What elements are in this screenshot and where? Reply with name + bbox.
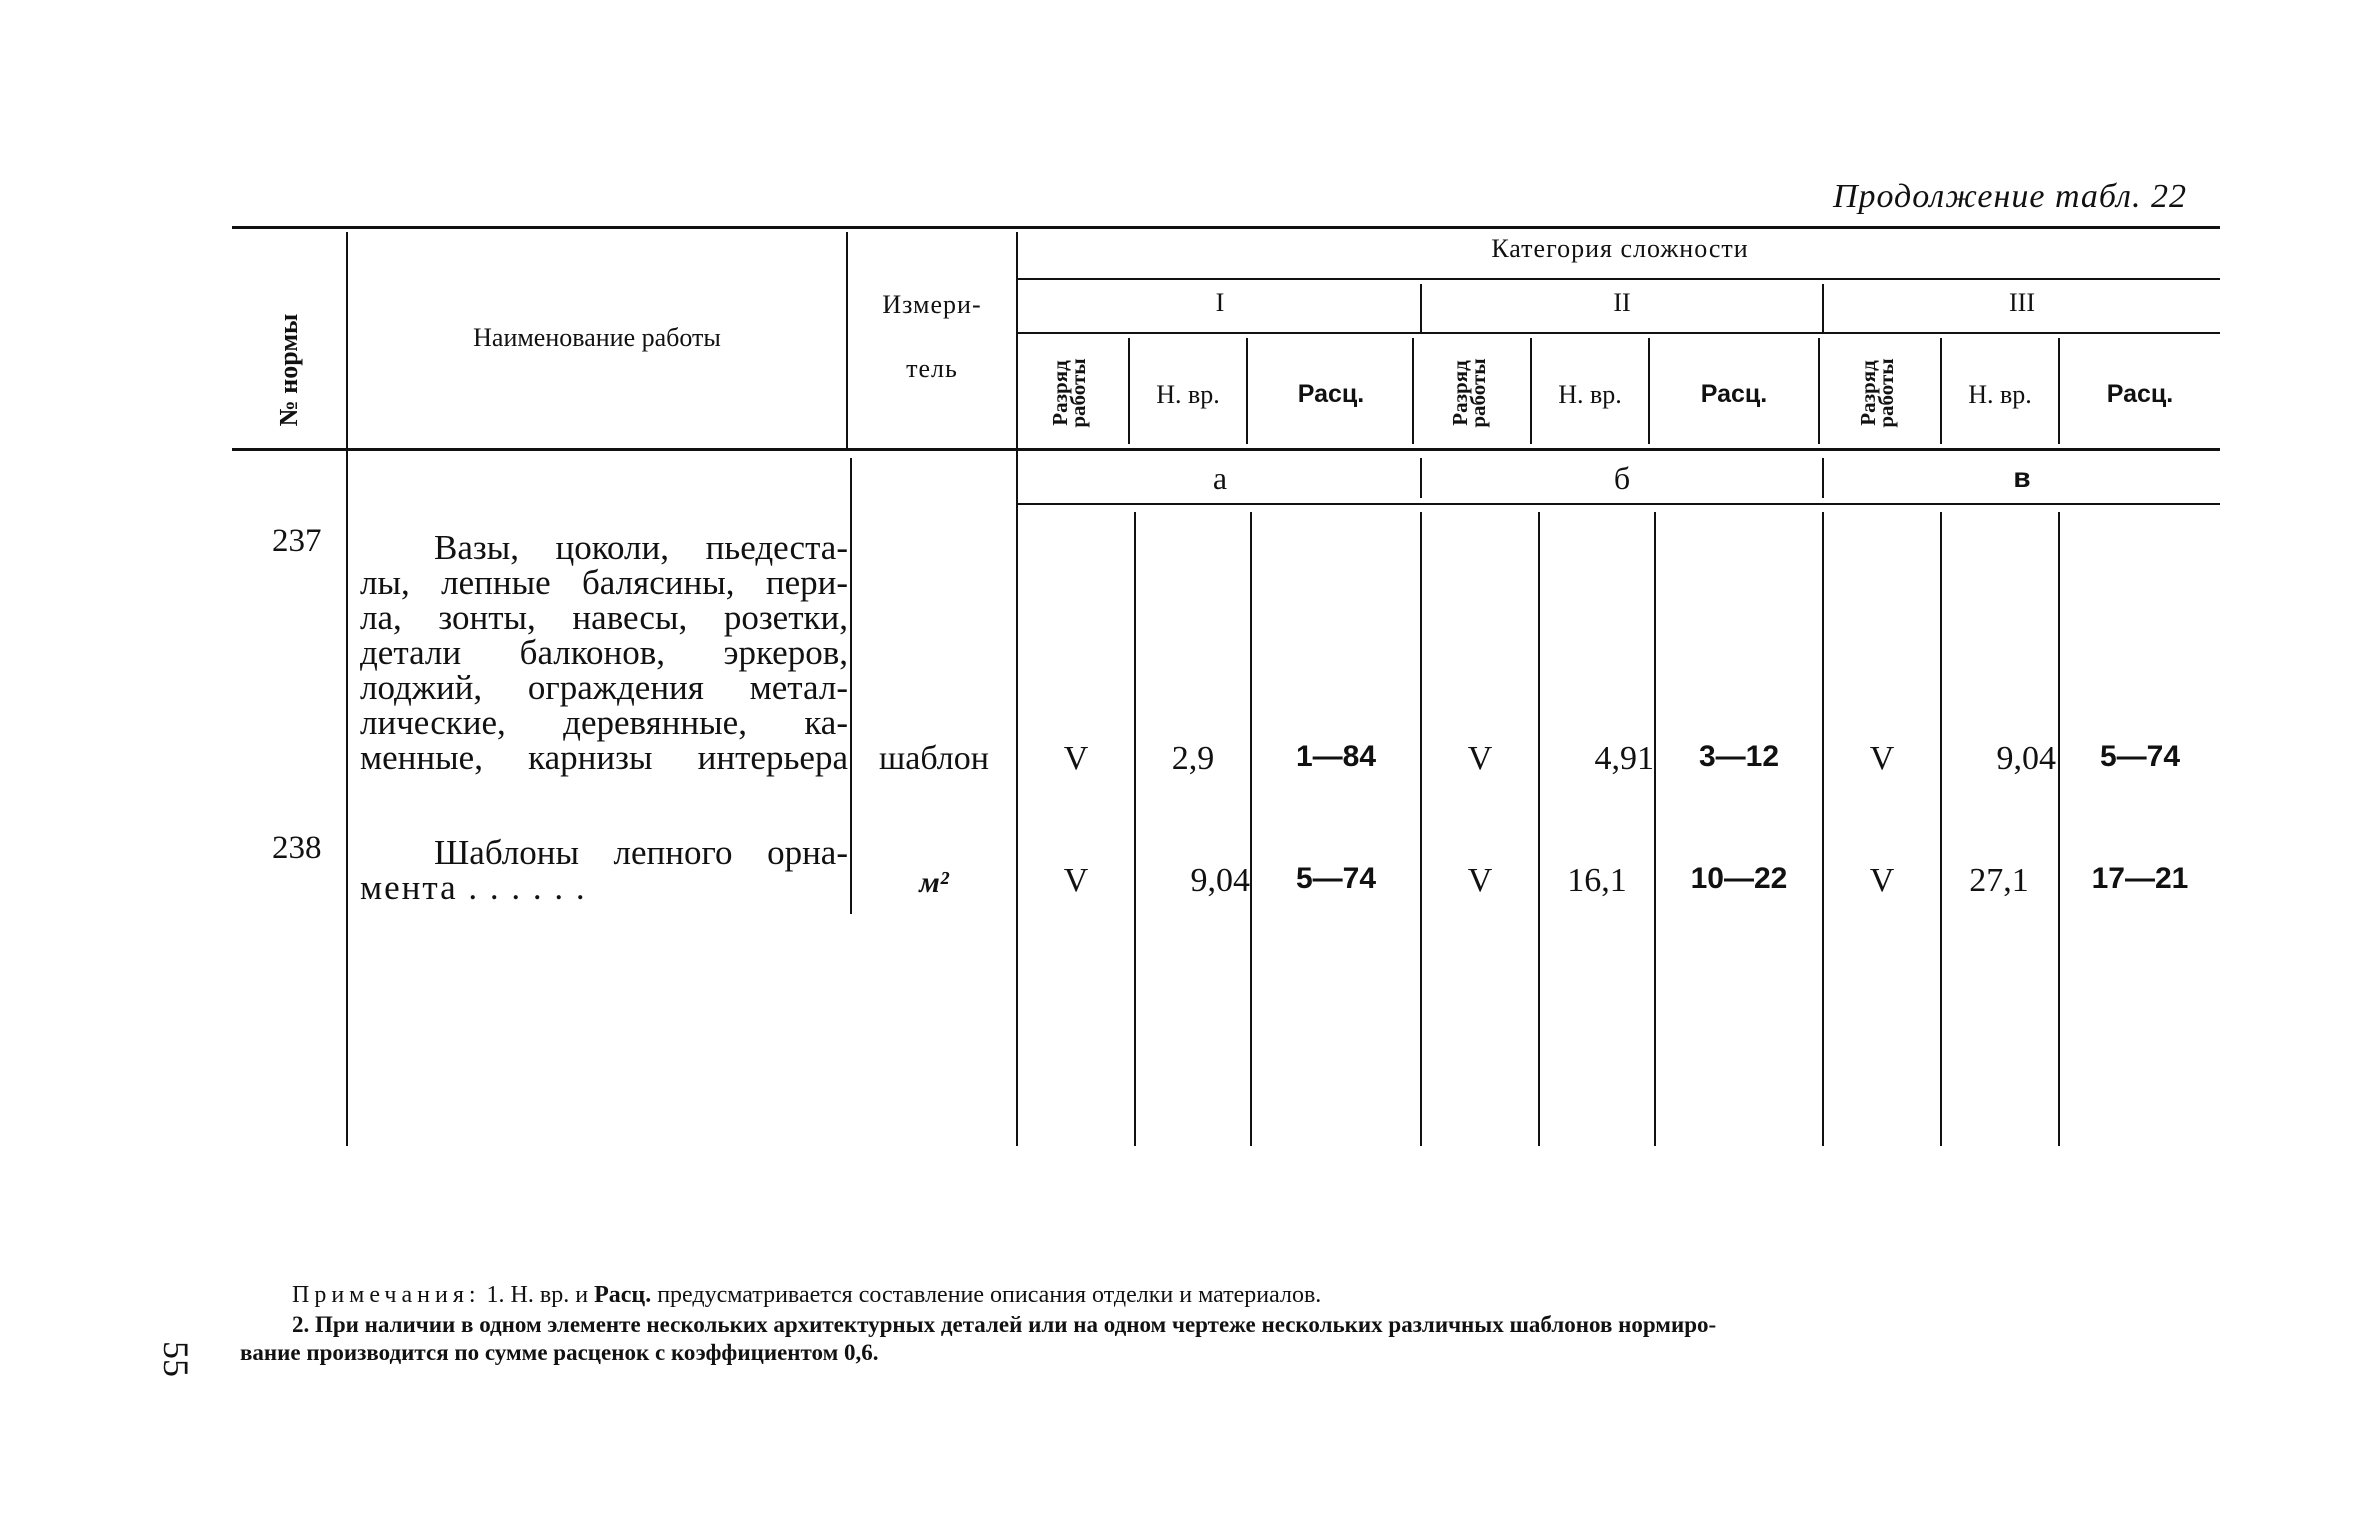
cell-237-I-grade: V [1063, 740, 1089, 777]
notes-bold: Расц. [594, 1282, 652, 1308]
notes-line-1 [292, 1282, 1321, 1309]
category-rule [1018, 278, 2220, 280]
cell-238-I-rasc: 5—74 [1295, 862, 1377, 895]
header-category: Категория сложности [1491, 234, 1749, 263]
notes-text-a: 1. Н. вр. и [480, 1282, 595, 1308]
header-III-rasc: Расц. [2106, 380, 2174, 408]
col-divider-unit [1016, 232, 1018, 1146]
col-divider-no [346, 232, 348, 1146]
column-letter-v: в [2013, 462, 2031, 493]
table-caption: Продолжение табл. 22 [1832, 178, 2187, 215]
header-II-rasc: Расц. [1700, 380, 1768, 408]
header-cat-II: II [1613, 288, 1631, 317]
header-II-grade: Разряд работы [1448, 358, 1490, 428]
cell-238-I-nvr: 9,04 [1190, 862, 1250, 899]
cell-237-I-nvr: 2,9 [1171, 740, 1215, 777]
header-bottom-rule [232, 448, 2220, 451]
body-div-I-1 [1134, 512, 1136, 1146]
body-div-II-0 [1420, 512, 1422, 1146]
cell-237-II-rasc: 3—12 [1698, 740, 1780, 773]
header-norm-no: № нормы [274, 313, 303, 427]
table-top-rule [232, 226, 2220, 229]
cell-237-II-nvr: 4,91 [1594, 740, 1654, 777]
col-divider-name [846, 232, 848, 448]
header-I-nvr: Н. вр. [1156, 380, 1220, 409]
header-work-name: Наименование работы [473, 323, 721, 352]
work-line: Вазы, цоколи, пьедеста- [434, 528, 848, 567]
work-name-238 [360, 835, 848, 905]
column-letter-a: а [1212, 460, 1228, 496]
page-number: 55 [156, 1341, 196, 1377]
header-I-rasc: Расц. [1297, 380, 1365, 408]
header-I-grade: Разряд работы [1048, 358, 1090, 428]
cell-238-III-nvr: 27,1 [1969, 862, 2029, 899]
notes-prefix: Примечания: [292, 1282, 481, 1308]
cell-237-III-grade: V [1869, 740, 1895, 777]
body-div-II-1 [1538, 512, 1540, 1146]
cell-238-III-rasc: 17—21 [2091, 862, 2189, 895]
subcategory-rule [1018, 332, 2220, 334]
work-line: Шаблоны лепного орна- [434, 833, 848, 872]
header-cat-III: III [2009, 288, 2035, 317]
header-II-nvr: Н. вр. [1558, 380, 1622, 409]
header-III-nvr: Н. вр. [1968, 380, 2032, 409]
work-line: менные, карнизы интерьера [360, 738, 848, 777]
cell-237-III-nvr: 9,04 [1996, 740, 2056, 777]
cell-237-I-rasc: 1—84 [1295, 740, 1377, 773]
cell-238-II-nvr: 16,1 [1567, 862, 1627, 899]
column-letter-b: б [1613, 460, 1631, 496]
body-div-II-2 [1654, 512, 1656, 1146]
work-line: лы, лепные балясины, пери- [360, 563, 848, 602]
unit-237: шаблон [879, 740, 989, 777]
work-line: лоджий, ограждения метал- [360, 668, 848, 707]
body-div-III-1 [1940, 512, 1942, 1146]
header-III-grade: Разряд работы [1856, 358, 1898, 428]
cell-237-II-grade: V [1467, 740, 1493, 777]
cell-237-III-rasc: 5—74 [2099, 740, 2181, 773]
hdr-div-III-0 [1818, 338, 1820, 444]
notes-line-3: вание производится по сумме расценок с коэффициентом 0,6. [240, 1340, 879, 1365]
header-cat-I: I [1215, 288, 1225, 317]
body-div-I-2 [1250, 512, 1252, 1146]
cell-238-II-rasc: 10—22 [1690, 862, 1788, 895]
cell-238-III-grade: V [1869, 862, 1895, 899]
body-div-name [850, 458, 852, 914]
unit-238: м² [919, 866, 949, 899]
body-div-III-2 [2058, 512, 2060, 1146]
header-unit-line2: тель [906, 354, 958, 383]
column-letter-rule [1018, 503, 2220, 505]
body-div-III-0 [1822, 512, 1824, 1146]
work-line: лические, деревянные, ка- [360, 703, 848, 742]
header-unit-line1: Измери- [882, 290, 982, 319]
cell-238-II-grade: V [1467, 862, 1493, 899]
work-line: мента . . . . . . [360, 868, 587, 907]
work-name-237 [360, 530, 848, 775]
norm-number-237: 237 [272, 523, 322, 559]
notes-text-b: предусматривается составление описания отделки и материалов. [651, 1282, 1322, 1308]
norm-number-238: 238 [272, 830, 322, 866]
notes-line-2: 2. При наличии в одном элементе нескольких архитектурных деталей или на одном чертеже нескольких различных шаблонов нормиро- [292, 1312, 1717, 1337]
work-line: детали балконов, эркеров, [360, 633, 848, 672]
work-line: ла, зонты, навесы, розетки, [360, 598, 848, 637]
cell-238-I-grade: V [1063, 862, 1089, 899]
